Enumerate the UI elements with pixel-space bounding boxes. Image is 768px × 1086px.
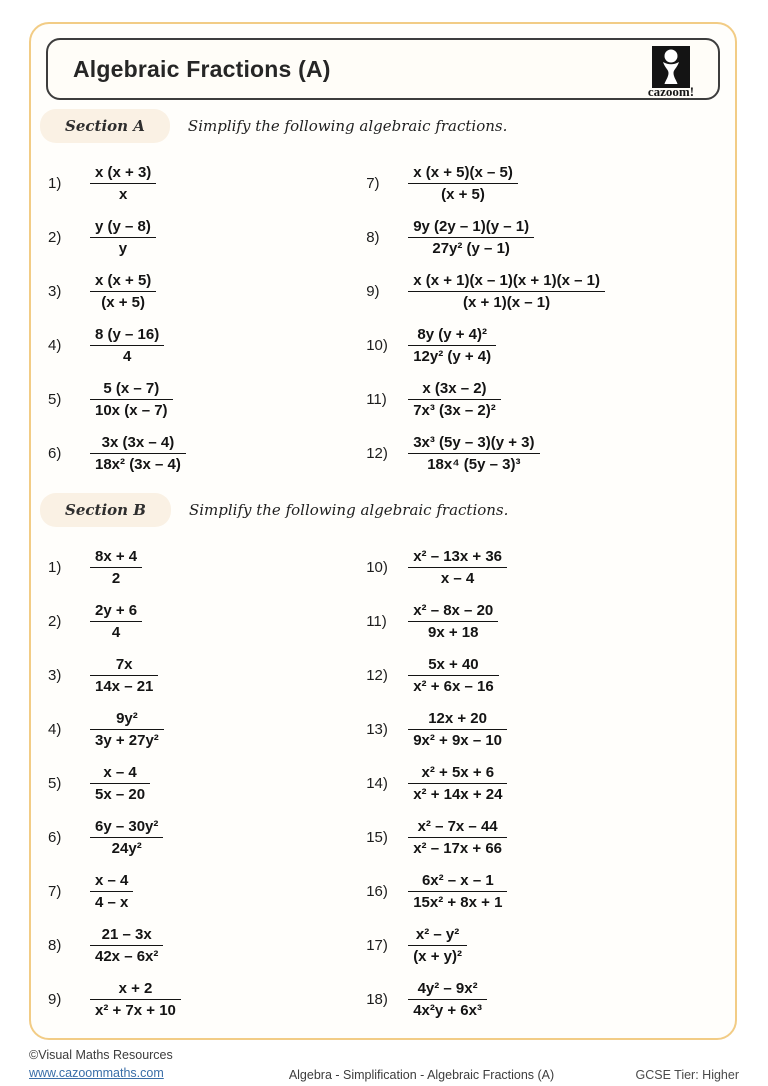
fraction — [90, 325, 164, 366]
fraction — [408, 655, 498, 696]
fraction-denominator: y — [118, 240, 128, 257]
section-b-col-left — [48, 547, 366, 1033]
fraction-numerator: x – 4 — [90, 871, 133, 892]
fraction-numerator: 7x — [90, 655, 158, 676]
problem-number: 7) — [366, 175, 380, 192]
fraction — [90, 601, 142, 642]
problem-number: 17) — [366, 937, 388, 954]
problem-number: 10) — [366, 337, 388, 354]
problem-b10 — [366, 547, 725, 588]
problem-number: 9) — [366, 283, 380, 300]
fraction-denominator: 14x – 21 — [95, 678, 154, 695]
fraction — [408, 709, 507, 750]
fraction — [90, 655, 158, 696]
problem-number: 6) — [48, 445, 62, 462]
problem-number: 6) — [48, 829, 62, 846]
problem-a4 — [48, 325, 366, 366]
fraction-numerator: y (y – 8) — [90, 217, 156, 238]
problem-a7 — [366, 163, 725, 204]
section-a-instruction: Simplify the following algebraic fractions. — [187, 117, 508, 135]
fraction — [90, 547, 142, 588]
fraction-numerator: x (x + 5) — [90, 271, 156, 292]
problem-number: 5) — [48, 391, 62, 408]
fraction-numerator: 2y + 6 — [90, 601, 142, 622]
section-a-problems — [31, 143, 735, 487]
fraction-numerator: 8y (y + 4)² — [408, 325, 496, 346]
problem-number: 1) — [48, 559, 62, 576]
fraction-denominator: 7x³ (3x – 2)² — [413, 402, 496, 419]
cazoom-logo-icon — [652, 46, 690, 88]
problem-b4 — [48, 709, 366, 750]
page-footer — [29, 1046, 739, 1082]
fraction-numerator: x² – 8x – 20 — [408, 601, 498, 622]
fraction-numerator: 8 (y – 16) — [90, 325, 164, 346]
problem-a8 — [366, 217, 725, 258]
fraction-numerator: 5 (x – 7) — [90, 379, 173, 400]
fraction-denominator: 15x² + 8x + 1 — [413, 894, 503, 911]
section-b-instruction: Simplify the following algebraic fractions. — [188, 501, 509, 519]
problem-a11 — [366, 379, 725, 420]
fraction — [90, 709, 164, 750]
problem-a2 — [48, 217, 366, 258]
page-frame — [29, 22, 737, 1040]
cazoom-logo — [642, 46, 700, 98]
problem-b6 — [48, 817, 366, 858]
fraction-denominator: x² – 17x + 66 — [413, 840, 503, 857]
problem-number: 4) — [48, 721, 62, 738]
fraction-denominator: 27y² (y – 1) — [432, 240, 510, 257]
problem-b12 — [366, 655, 725, 696]
section-b-col-right — [366, 547, 725, 1033]
fraction-numerator: x – 4 — [90, 763, 150, 784]
footer-credits — [29, 1046, 264, 1082]
problem-b17 — [366, 925, 725, 966]
problem-number: 18) — [366, 991, 388, 1008]
fraction-denominator: 10x (x – 7) — [95, 402, 168, 419]
section-a-col-right — [366, 163, 725, 487]
fraction-denominator: 24y² — [111, 840, 142, 857]
problem-number: 5) — [48, 775, 62, 792]
fraction-denominator: 42x – 6x² — [95, 948, 159, 965]
fraction-denominator: (x + 5) — [441, 186, 485, 203]
fraction-denominator: 18x² (3x – 4) — [95, 456, 181, 473]
problem-a9 — [366, 271, 725, 312]
problem-number: 7) — [48, 883, 62, 900]
fraction-numerator: 6x² – x – 1 — [408, 871, 507, 892]
problem-number: 15) — [366, 829, 388, 846]
fraction-numerator: 12x + 20 — [408, 709, 507, 730]
fraction-numerator: x² + 5x + 6 — [408, 763, 507, 784]
footer-website-link[interactable]: www.cazoommaths.com — [29, 1066, 164, 1081]
problem-b13 — [366, 709, 725, 750]
problem-a12 — [366, 433, 725, 474]
problem-number: 9) — [48, 991, 62, 1008]
fraction-denominator: (x + 1)(x – 1) — [463, 294, 551, 311]
fraction — [90, 979, 181, 1020]
fraction-numerator: x (x + 1)(x – 1)(x + 1)(x – 1) — [408, 271, 605, 292]
fraction-numerator: 3x³ (5y – 3)(y + 3) — [408, 433, 539, 454]
page-title: Algebraic Fractions (A) — [73, 55, 331, 82]
fraction-numerator: 8x + 4 — [90, 547, 142, 568]
fraction-denominator: (x + 5) — [101, 294, 146, 311]
problem-b2 — [48, 601, 366, 642]
fraction-numerator: 6y – 30y² — [90, 817, 163, 838]
problem-number: 8) — [366, 229, 380, 246]
problem-number: 4) — [48, 337, 62, 354]
fraction-numerator: 9y² — [90, 709, 164, 730]
fraction-denominator: x² + 14x + 24 — [413, 786, 503, 803]
problem-a10 — [366, 325, 725, 366]
fraction-numerator: 4y² – 9x² — [408, 979, 487, 1000]
problem-number: 12) — [366, 445, 388, 462]
problem-number: 14) — [366, 775, 388, 792]
fraction — [90, 271, 156, 312]
fraction — [90, 379, 173, 420]
footer-tier-label: GCSE Tier: Higher — [635, 1068, 739, 1083]
problem-number: 12) — [366, 667, 388, 684]
fraction — [408, 379, 501, 420]
section-b-problems — [31, 527, 735, 1033]
fraction — [408, 763, 507, 804]
fraction-numerator: x (3x – 2) — [408, 379, 501, 400]
fraction-numerator: x (x + 3) — [90, 163, 156, 184]
fraction — [90, 763, 150, 804]
fraction-numerator: x² – 7x – 44 — [408, 817, 507, 838]
problem-number: 10) — [366, 559, 388, 576]
fraction-denominator: x – 4 — [440, 570, 475, 587]
fraction — [90, 871, 133, 912]
problem-b14 — [366, 763, 725, 804]
footer-copyright: ©Visual Maths Resources — [29, 1048, 173, 1062]
fraction — [90, 925, 163, 966]
problem-b7 — [48, 871, 366, 912]
fraction-numerator: x² – 13x + 36 — [408, 547, 507, 568]
fraction-numerator: x² – y² — [408, 925, 467, 946]
fraction-denominator: 9x + 18 — [427, 624, 479, 641]
problem-b8 — [48, 925, 366, 966]
fraction — [408, 433, 539, 474]
fraction — [90, 163, 156, 204]
fraction-denominator: (x + y)² — [413, 948, 462, 965]
fraction — [408, 925, 467, 966]
problem-b18 — [366, 979, 725, 1020]
fraction-numerator: 5x + 40 — [408, 655, 498, 676]
section-a-col-left — [48, 163, 366, 487]
fraction — [408, 817, 507, 858]
problem-a5 — [48, 379, 366, 420]
fraction-numerator: 21 – 3x — [90, 925, 163, 946]
problem-number: 11) — [366, 613, 387, 630]
cazoom-logo-text: cazoom! — [647, 84, 695, 99]
fraction-denominator: x — [118, 186, 128, 203]
section-a-header — [40, 109, 735, 143]
problem-number: 2) — [48, 613, 62, 630]
fraction-numerator: 9y (2y – 1)(y – 1) — [408, 217, 534, 238]
fraction-denominator: x² + 6x – 16 — [413, 678, 494, 695]
fraction — [408, 325, 496, 366]
fraction-denominator: 5x – 20 — [95, 786, 146, 803]
problem-b16 — [366, 871, 725, 912]
problem-b3 — [48, 655, 366, 696]
fraction-denominator: 12y² (y + 4) — [413, 348, 492, 365]
problem-number: 3) — [48, 283, 62, 300]
fraction-denominator: 4x²y + 6x³ — [413, 1002, 482, 1019]
problem-b9 — [48, 979, 366, 1020]
fraction-numerator: x (x + 5)(x – 5) — [408, 163, 518, 184]
problem-a6 — [48, 433, 366, 474]
problem-a1 — [48, 163, 366, 204]
problem-b5 — [48, 763, 366, 804]
worksheet-header — [46, 38, 720, 100]
fraction — [408, 163, 518, 204]
fraction — [90, 817, 163, 858]
problem-b1 — [48, 547, 366, 588]
fraction — [90, 217, 156, 258]
section-b-label: Section B — [40, 493, 171, 527]
problem-number: 3) — [48, 667, 62, 684]
problem-number: 1) — [48, 175, 62, 192]
fraction — [408, 601, 498, 642]
fraction-denominator: 4 — [122, 348, 132, 365]
section-b-header — [40, 493, 735, 527]
problem-number: 13) — [366, 721, 388, 738]
problem-a3 — [48, 271, 366, 312]
problem-b15 — [366, 817, 725, 858]
fraction — [408, 271, 605, 312]
footer-worksheet-path: Algebra - Simplification - Algebraic Fractions (A) — [288, 1068, 555, 1083]
fraction-denominator: 3y + 27y² — [95, 732, 159, 749]
fraction-numerator: x + 2 — [90, 979, 181, 1000]
fraction-numerator: 3x (3x – 4) — [90, 433, 186, 454]
fraction-denominator: 2 — [111, 570, 121, 587]
fraction-denominator: x² + 7x + 10 — [95, 1002, 176, 1019]
problem-number: 8) — [48, 937, 62, 954]
problem-number: 2) — [48, 229, 62, 246]
fraction-denominator: 4 – x — [95, 894, 129, 911]
fraction — [408, 979, 487, 1020]
fraction — [408, 871, 507, 912]
problem-number: 16) — [366, 883, 388, 900]
fraction-denominator: 18x⁴ (5y – 3)³ — [427, 456, 521, 473]
fraction — [408, 217, 534, 258]
fraction — [90, 433, 186, 474]
problem-number: 11) — [366, 391, 387, 408]
fraction-denominator: 4 — [111, 624, 121, 641]
section-a-label: Section A — [40, 109, 170, 143]
fraction — [408, 547, 507, 588]
fraction-denominator: 9x² + 9x – 10 — [413, 732, 503, 749]
problem-b11 — [366, 601, 725, 642]
